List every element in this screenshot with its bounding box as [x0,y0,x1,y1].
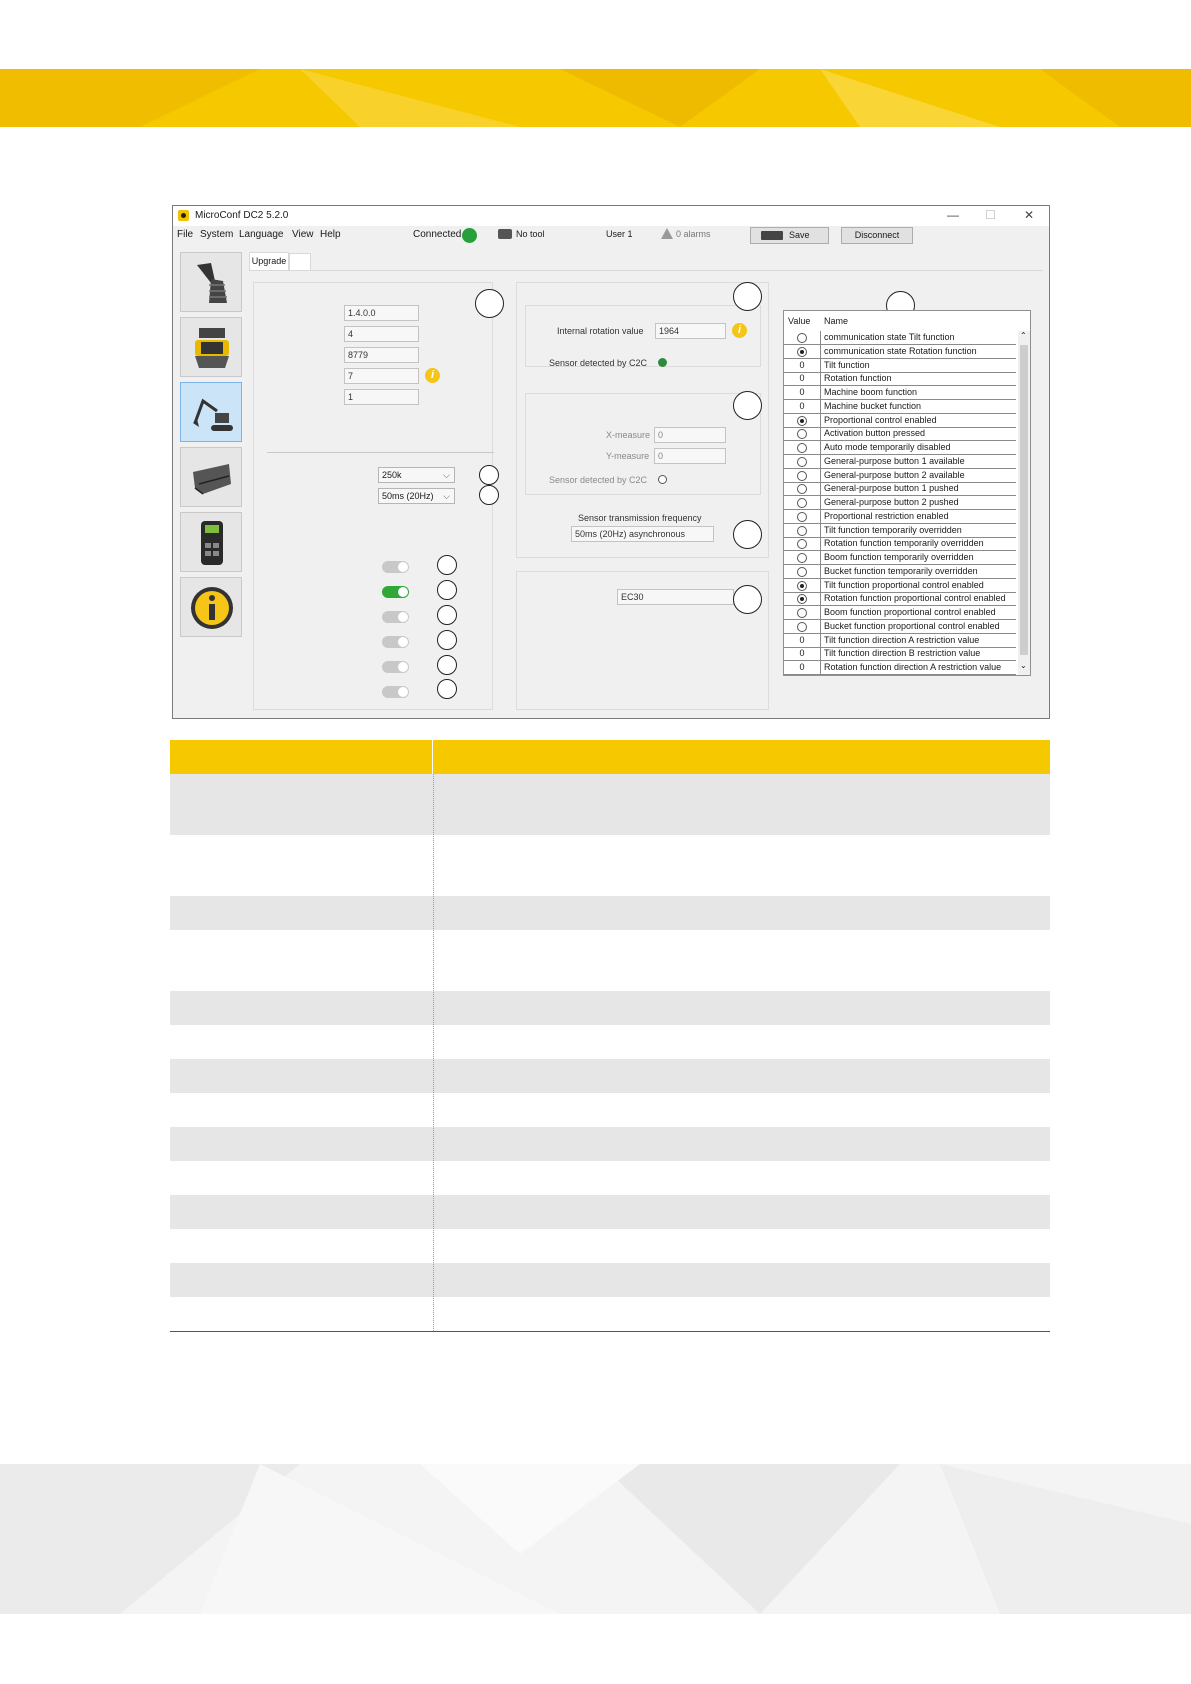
parameter-row[interactable] [784,579,1016,593]
save-icon [761,231,783,240]
parameter-radio[interactable] [797,539,807,549]
parameter-name: General-purpose button 2 available [824,469,965,480]
description-row [170,774,1050,835]
menu-system[interactable]: System [200,229,234,240]
cycle-time-select[interactable] [378,488,455,504]
parameter-row[interactable] [784,537,1016,551]
y-measure-field[interactable]: 0 [654,448,726,464]
parameter-value-cell [784,510,821,523]
parameter-name: Tilt function proportional control enabled [824,579,984,590]
parameter-table [783,310,1031,676]
description-row [170,930,1050,991]
parameter-row[interactable] [784,634,1016,648]
info-icon[interactable]: i [425,368,440,383]
maximize-button[interactable]: ☐ [985,208,996,222]
parameter-name: Proportional control enabled [824,414,937,425]
baud-rate-value: 250k [382,470,402,480]
scrollbar-thumb[interactable] [1020,345,1028,655]
window-title: MicroConf DC2 5.2.0 [195,210,289,221]
parameter-name: Tilt function direction A restriction value [824,634,980,645]
firmware-version-field[interactable]: 1.4.0.0 [344,305,419,321]
parameter-row[interactable] [784,510,1016,524]
disconnect-button[interactable]: Disconnect [841,227,913,244]
tilt-sensor-detected-label: Sensor detected by C2C [549,475,648,485]
parameter-name: Tilt function direction B restriction value [824,648,981,659]
bucket-icon [189,454,235,502]
tool-status-label: No tool [516,229,545,239]
parameter-name: Rotation function [824,373,892,384]
parameter-row[interactable] [784,647,1016,661]
minimize-button[interactable]: — [947,208,959,222]
parameter-row[interactable] [784,482,1016,496]
callout-cycle-time [479,485,499,505]
tab-blank[interactable] [289,253,311,270]
parameter-radio[interactable] [797,581,807,591]
description-row [170,1093,1050,1127]
parameter-name: Proportional restriction enabled [824,510,949,521]
alarm-icon [661,228,673,239]
toggle-4[interactable] [382,636,409,648]
description-row [170,835,1050,896]
rotator-icon [189,324,235,372]
parameter-radio[interactable] [797,333,807,343]
footer-pattern [0,1464,1191,1614]
connection-status-label: Connected [413,229,462,240]
title-bar [173,206,1049,226]
parameter-row[interactable] [784,606,1016,620]
parameter-value-cell [784,331,821,344]
parameter-name: Rotation function temporarily overridden [824,538,984,549]
parameter-name: Machine bucket function [824,400,922,411]
scroll-up-icon[interactable]: ⌃ [1020,331,1027,340]
panel-divider [267,452,494,453]
description-table-header [170,740,1050,774]
parameter-value-cell [784,469,821,482]
parameter-name: communication state Rotation function [824,345,977,356]
nav-bucket[interactable] [180,447,242,507]
parameter-value-cell [784,345,821,358]
parameter-name: Boom function temporarily overridden [824,552,974,562]
parameter-row[interactable] [784,345,1016,359]
parameter-value-cell [784,496,821,509]
parameter-name: General-purpose button 1 pushed [824,483,959,494]
parameter-radio[interactable] [797,457,807,467]
parameter-value-cell: 0 [784,400,821,413]
description-row [170,1195,1050,1229]
description-row [170,1025,1050,1059]
menu-help[interactable]: Help [320,229,341,240]
sensor-detected-indicator [658,358,667,367]
parameter-name: Activation button pressed [824,428,926,439]
parameter-value-cell [784,441,821,454]
toggle-5[interactable] [382,661,409,673]
parameter-row[interactable] [784,620,1016,634]
parameter-name: Bucket function proportional control enabled [824,620,1000,631]
close-button[interactable]: ✕ [1024,208,1035,222]
parameter-value-cell [784,427,821,440]
callout-baud-rate [479,465,499,485]
description-header-cell-1 [170,740,433,774]
parameter-row[interactable] [784,551,1016,565]
parameter-table-header [784,311,1030,331]
header-band [0,69,1191,127]
callout-toggle-1 [437,555,457,575]
toggle-3[interactable] [382,611,409,623]
x-measure-field[interactable]: 0 [654,427,726,443]
parameter-radio[interactable] [797,443,807,453]
parameter-value-cell [784,620,821,633]
info-icon[interactable]: i [732,323,747,338]
joystick-icon [189,259,235,307]
parameter-value-cell: 0 [784,372,821,385]
parameter-row[interactable] [784,331,1016,345]
description-row [170,1059,1050,1093]
parameter-radio[interactable] [797,594,807,604]
parameter-value-cell: 0 [784,634,821,647]
callout-rotation-sensor [733,282,762,311]
parameter-value-cell [784,482,821,495]
callout-toggle-4 [437,630,457,650]
footer-decoration [0,1464,1191,1614]
transmission-frequency-field[interactable]: 50ms (20Hz) asynchronous [571,526,714,542]
parameter-value-cell [784,579,821,592]
parameter-value-cell: 0 [784,386,821,399]
name-column-header: Name [824,316,849,326]
table-bottom-rule [170,1331,1050,1332]
parameter-name: Auto mode temporarily disabled [824,442,951,452]
excavator-icon [189,389,235,437]
parameter-row[interactable] [784,524,1016,538]
column-separator [433,774,434,1331]
description-row [170,896,1050,930]
parameter-row[interactable] [784,400,1016,414]
parameter-row[interactable] [784,359,1016,373]
parameter-row[interactable] [784,455,1016,469]
parameter-value-cell: 0 [784,359,821,372]
alarm-count-label: 0 alarms [676,229,711,239]
callout-toggle-6 [437,679,457,699]
nav-machine[interactable] [180,382,242,442]
internal-rotation-label: Internal rotation value [557,326,644,336]
callout-toggle-2 [437,580,457,600]
description-row [170,991,1050,1025]
parameter-radio[interactable] [797,553,807,563]
description-row [170,1263,1050,1297]
parameter-name: communication state Tilt function [824,332,955,342]
callout-controller [733,585,762,614]
callout-toggle-5 [437,655,457,675]
parameter-radio[interactable] [797,622,807,632]
parameter-value-cell [784,606,821,619]
info-field-5[interactable]: 1 [344,389,419,405]
chevron-down-icon: ⌵ [443,470,450,480]
header-band-pattern [0,69,1191,127]
parameter-radio[interactable] [797,567,807,577]
toggle-6[interactable] [382,686,409,698]
parameter-value-cell [784,592,821,605]
callout-system-info [475,289,504,318]
x-measure-label: X-measure [606,430,651,440]
parameter-value-cell [784,537,821,550]
save-button-label: Save [789,230,810,240]
tool-icon [498,229,512,239]
callout-toggle-3 [437,605,457,625]
internal-rotation-field[interactable]: 1964 [655,323,726,339]
save-button[interactable] [750,227,829,244]
info-icon [189,584,235,632]
parameter-radio[interactable] [797,429,807,439]
connection-status-indicator [462,228,477,243]
parameter-value-cell [784,455,821,468]
description-row [170,1297,1050,1331]
parameter-radio[interactable] [797,608,807,618]
parameter-row[interactable] [784,565,1016,579]
parameter-radio[interactable] [797,347,807,357]
parameter-row[interactable] [784,661,1016,675]
parameter-name: Rotation function direction A restriction value [824,662,1002,672]
cycle-time-value: 50ms (20Hz) [382,491,434,501]
parameter-name: General-purpose button 2 pushed [824,497,959,507]
app-logo-icon [178,210,189,221]
parameter-radio[interactable] [797,484,807,494]
parameter-row[interactable] [784,372,1016,386]
parameter-value-cell [784,551,821,564]
nav-joystick[interactable] [180,252,242,312]
parameter-radio[interactable] [797,416,807,426]
nav-rotator[interactable] [180,317,242,377]
controller-type-field[interactable]: EC30 [617,589,734,605]
description-row [170,1161,1050,1195]
toggle-2[interactable] [382,586,409,598]
toggle-1[interactable] [382,561,409,573]
nav-info[interactable] [180,577,242,637]
parameter-radio[interactable] [797,526,807,536]
description-row [170,1229,1050,1263]
serial-number-field[interactable]: 8779 [344,347,419,363]
parameter-radio[interactable] [797,498,807,508]
parameter-name: Bucket function temporarily overridden [824,565,978,576]
value-column-header: Value [788,316,811,326]
menu-file[interactable]: File [177,229,194,240]
parameter-value-cell [784,414,821,427]
scroll-down-icon[interactable]: ⌄ [1020,661,1027,670]
parameter-row[interactable] [784,427,1016,441]
chevron-down-icon: ⌵ [443,491,450,501]
sensor-detected-label: Sensor detected by C2C [549,358,648,368]
parameter-radio[interactable] [797,512,807,522]
info-field-2[interactable]: 4 [344,326,419,342]
parameter-table-scrollbar[interactable] [1018,331,1030,675]
parameter-row[interactable] [784,386,1016,400]
parameter-value-cell: 0 [784,661,821,674]
controller-icon [189,519,235,567]
tab-upgrade[interactable]: Upgrade [249,252,289,270]
description-row [170,1127,1050,1161]
parameter-name: General-purpose button 1 available [824,455,965,466]
user-label: User 1 [606,229,633,239]
callout-transmission [733,520,762,549]
y-measure-label: Y-measure [606,451,650,461]
app-window [172,205,1050,719]
menu-language[interactable]: Language [239,229,284,240]
parameter-row[interactable] [784,592,1016,606]
info-field-4[interactable]: 7 [344,368,419,384]
parameter-value-cell [784,524,821,537]
parameter-name: Tilt function [824,359,870,370]
parameter-name: Machine boom function [824,387,918,397]
parameter-row[interactable] [784,469,1016,483]
baud-rate-select[interactable] [378,467,455,483]
parameter-name: Rotation function proportional control enabled [824,593,1006,604]
callout-tilt-sensor [733,391,762,420]
parameter-name: Boom function proportional control enabled [824,607,996,617]
menu-view[interactable]: View [292,229,314,240]
tilt-sensor-detected-indicator [658,475,667,484]
transmission-frequency-label: Sensor transmission frequency [578,513,702,523]
parameter-row[interactable] [784,414,1016,428]
parameter-row[interactable] [784,441,1016,455]
parameter-name: Tilt function temporarily overridden [824,524,962,535]
parameter-value-cell: 0 [784,647,821,660]
parameter-row[interactable] [784,496,1016,510]
parameter-value-cell [784,565,821,578]
parameter-radio[interactable] [797,471,807,481]
nav-controller[interactable] [180,512,242,572]
